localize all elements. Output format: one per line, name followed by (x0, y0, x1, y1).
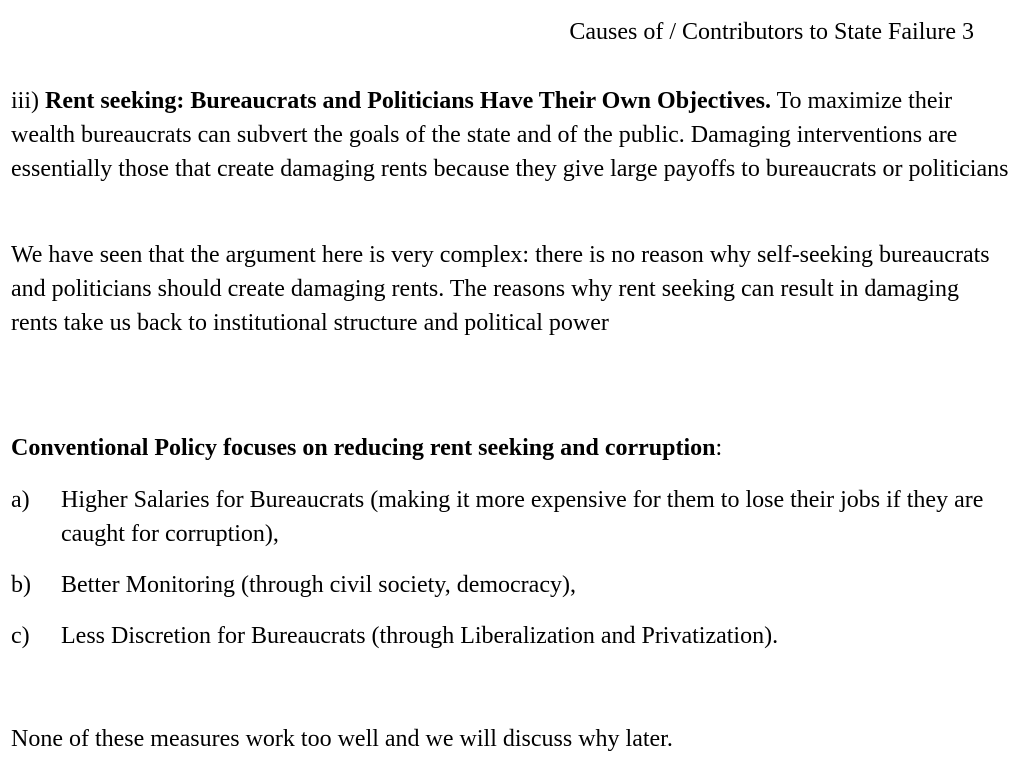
list-item-text: Better Monitoring (through civil society, democracy), (61, 572, 576, 598)
section-heading: Rent seeking: Bureaucrats and Politicians Have Their Own Objectives. (45, 88, 771, 114)
policy-list (11, 483, 1011, 670)
policy-heading: Conventional Policy focuses on reducing rent seeking and corruption (11, 435, 716, 461)
list-item (11, 619, 1011, 653)
list-item (11, 568, 1011, 602)
policy-heading-suffix: : (715, 435, 723, 461)
conclusion-paragraph: None of these measures work too well and we will discuss why later. (11, 726, 673, 752)
list-marker: a) (11, 487, 30, 513)
argument-paragraph: We have seen that the argument here is very complex: there is no reason why self-seeking bureaucrats and politicians should create damaging rents. The reasons why rent seeking can result in damaging rents take us back to institutional structure and political power (11, 242, 990, 336)
policy-heading-paragraph (11, 431, 1011, 465)
section-prefix: iii) (11, 88, 45, 114)
slide-title: Causes of / Contributors to State Failure 3 (569, 19, 974, 45)
list-marker: b) (11, 572, 31, 598)
section-text: To maximize their wealth bureaucrats can subvert the goals of the state and of the public. Damaging interventions are essentially those that create damaging rents because they give large payoffs to bureaucrats or politicians (11, 88, 1009, 182)
list-item-text: Less Discretion for Bureaucrats (through Liberalization and Privatization). (61, 623, 779, 649)
list-item (11, 483, 1011, 551)
list-item-text: Higher Salaries for Bureaucrats (making it more expensive for them to lose their jobs if they are caught for corruption), (61, 487, 984, 547)
list-marker: c) (11, 623, 30, 649)
rent-seeking-paragraph (11, 84, 1011, 186)
